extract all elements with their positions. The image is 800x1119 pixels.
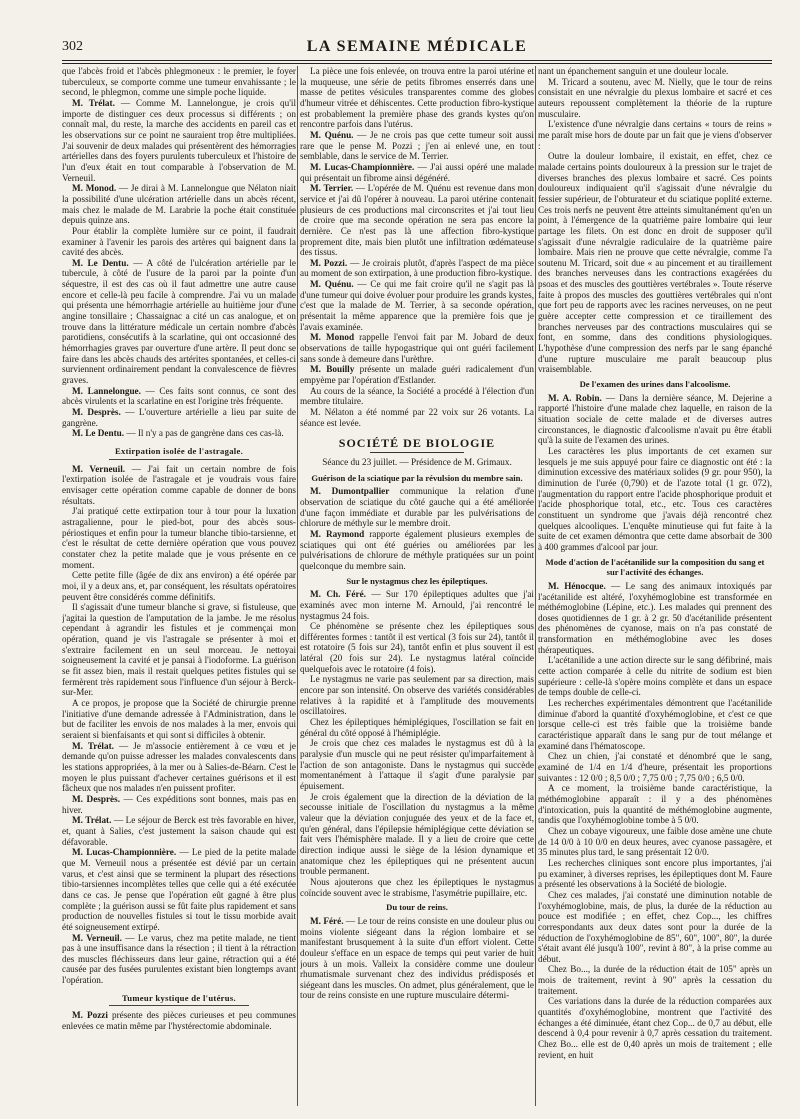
paragraph: M. Quénu. — Ce qui me fait croire qu'il ne s'agit pas là d'une tumeur qui doive évoluer pour produire les grands kystes, c'est que la malade de M. Terrier, à sa seconde opération, présentait la même apparence que la première fois que je l'avais examinée.	[300, 279, 534, 332]
paragraph: M. Le Dentu. — A côté de l'ulcération artérielle par le tubercule, à côté de l'usure de la paroi par la pointe d'un séquestre, il est des cas où il faut admettre une autre cause encore et celle-là peu facile à comprendre. J'ai vu un malade qui présenta une hémorrhagie artérielle au huitième jour d'une angine tonsillaire ; Chassaignac a cité un cas analogue, et on trouve dans la littérature médicale un certain nombre d'abcès parotidiens, consécutifs à la scarlatine, qui ont occasionné des hémorrhagies graves par ouverture d'une artère. Il peut donc se faire dans les abcès chauds des artérites spontanées, et celles-ci surviennent ordinairement pendant la convalescence de fièvres graves.	[62, 257, 296, 386]
paragraph: M. Lucas-Championnière. — J'ai aussi opéré une malade qui présentait un fibrome ainsi dégénéré.	[300, 161, 534, 183]
paragraph: M. Ch. Féré. — Sur 170 épileptiques adultes que j'ai examinés avec mon interne M. Arnould, j'ai rencontré le nystagmus 24 fois.	[300, 589, 534, 621]
paragraph: Je crois également que la direction de la déviation de la secousse initiale de l'oscillation du nystagmus a la même valeur que la déviation conjuguée des yeux et de la face et, qu'en général, dans l'épilepsie hémiplégique cette déviation se fait vers l'hémisphère malade. Il y a lieu de croire que cette direction indique aussi le siège de la lésion dynamique et anatomique chez les épileptiques qui ne présentent aucun trouble permanent.	[300, 791, 534, 877]
paragraph: M. Verneuil. — Le varus, chez ma petite malade, ne tient pas à une insuffisance dans la résection ; il tient à la rétraction des muscles fléchisseurs dans leur gaine, rétraction qui a été causée par des fusées purulentes existant bien longtemps avant l'opération.	[62, 932, 296, 986]
paragraph: Outre la douleur lombaire, il existait, en effet, chez ce malade certains points douloureux à la pression sur le trajet de diverses branches des plexus lombaire et sacré. Ces points douloureux indiquaient qu'il s'agissait d'une névralgie du fessier supérieur, de l'obturateur et du sciatique poplité externe. Ces trois nerfs ne peuvent être atteints simultanément qu'en un point, à l'émergence de la quatrième paire lombaire qui leur partage les filets. On est donc en droit de supposer qu'il s'agissait d'une névralgie radiculaire de la quatrième paire lombaire. Mais rien ne prouve que cette névralgie, comme l'a soutenu M. Tricard, soit due « au pincement et au tiraillement des branches nerveuses dans les contractions exagérées du psoas et des muscles des gouttières vertébrales ». Toute réserve faite à propos des muscles des gouttières vertébrales qui n'ont que fort peu de rapports avec les racines nerveuses, on ne peut guère accepter cette compression et ce tiraillement des branches nerveuses par des contractions musculaires qui se font, en somme, dans des conditions physiologiques. L'hypothèse d'une compression des nerfs par le sang épanché d'une rupture musculaire me paraît beaucoup plus vraisemblable.	[538, 151, 772, 375]
paragraph: Le nystagmus ne varie pas seulement par sa direction, mais encore par son intensité. On observe des variétés considérables relatives à la rapidité et à l'amplitude des mouvements oscillatoires.	[300, 674, 534, 717]
paragraph: M. Verneuil. — J'ai fait un certain nombre de fois l'extirpation isolée de l'astragale et je voudrais vous faire envisager cette opération comme capable de donner de bons résultats.	[62, 463, 296, 506]
section-heading: Tumeur kystique de l'utérus.	[62, 993, 296, 1007]
paragraph: Ces variations dans la durée de la réduction comparées aux quantités d'oxyhémoglobine, montrent que l'activité des échanges a été diminuée, étant chez Cop... de 0,7 au début, elle descend à 0,4 pour revenir à 0,7 après cessation du traitement. Chez Bo... elle est de 0,40 après un mois de traitement ; elle revient, en huit	[538, 996, 772, 1060]
speaker: M. Lucas-Championnière.	[310, 161, 415, 172]
speaker: M. Lucas-Championnière.	[72, 847, 177, 858]
speaker: M. Monod.	[72, 183, 117, 194]
column-3	[538, 66, 772, 1111]
column-divider	[297, 66, 298, 1106]
paragraph: Nous ajouterons que chez les épileptiques le nystagmus coïncide souvent avec le strabisme, l'asymétrie pupillaire, etc.	[300, 876, 534, 898]
paragraph: Les caractères les plus importants de cet examen sur lesquels je me suis appuyé pour faire ce diagnostic ont été : la diminution excessive des matériaux solides (9 gr. pour 950), la diminution de l'urée (0,790) et de l'azote total (1 gr. 072), l'augmentation du rapport entre l'acide phosphorique produit et l'acide phosphorique total, etc., etc. Tous ces caractères constituent un syndrome que j'avais déjà rencontré chez quelques alcooliques. L'enquête minutieuse qui fut faite à la suite de cet examen démontra que cette dame absorbait de 300 à 400 grammes d'alcool par jour.	[538, 445, 772, 552]
paragraph: Chez un cobaye vigoureux, une faible dose amène une chute de 14 0/0 à 10 0/0 en deux heures, avec cyanose passagère, et 35 minutes plus tard, le sang présentait 12 0/0.	[538, 825, 772, 858]
paragraph: La pièce une fois enlevée, on trouva entre la paroi utérine et la muqueuse, une série de petits fibromes enserrés dans une masse de petites vésicules transparentes comme des globes d'humeur vitrée et déhiscentes. Cette production fibro-kystique est probablement la première phase des grands kystes qu'on rencontre parfois dans l'utérus.	[300, 66, 534, 130]
speaker: M. Ch. Féré.	[310, 589, 366, 600]
session-line: Séance du 23 juillet. — Présidence de M. Grimaux.	[322, 456, 512, 467]
paragraph: Chez ces malades, j'ai constaté une diminution notable de l'oxyhémoglobine, mais, de plus, la durée de la réduction au pouce est modifiée ; en effet, chez Cop..., les chiffres correspondants aux deux dates sont pour la durée de la réduction de l'oxyhémoglobine de 85", 60", 100", 80", la durée s'était avant élé jusqu'à 100", revint à 80", à la prise comme au début.	[538, 889, 772, 964]
paragraph: M. A. Robin. — Dans la dernière séance, M. Dejerine a rapporté l'histoire d'une malade chez laquelle, en raison de la situation sociale de cette malade et de diverses autres circonstances, le diagnostic d'alcoolisme n'avait pu être établi qu'à la suite de l'examen des urines.	[538, 392, 772, 446]
speaker: M. Pozzi	[72, 1010, 108, 1021]
paragraph: M. Nélaton a été nommé par 22 voix sur 26 votants. La séance est levée.	[300, 407, 534, 428]
paragraph: M. Raymond rapporte également plusieurs exemples de sciatiques qui ont été guéries ou améliorées par les pulvérisations de chlorure de méthyle pratiquées sur un point quelconque du membre sain.	[300, 528, 534, 571]
society-heading: SOCIÉTÉ DE BIOLOGIE	[338, 436, 496, 451]
paragraph: Les recherches cliniques sont encore plus importantes, j'ai pu examiner, à diverses reprises, les épileptiques dont M. Faure a présenté les observations à la Société de biologie.	[538, 857, 772, 890]
paragraph: M. Terrier. — L'opérée de M. Quénu est revenue dans mon service et j'ai dû l'opérer à nouveau. La paroi utérine contenait plusieurs de ces productions mal circonscrites et j'ai tout lieu de croire que ma seconde opération ne sera pas encore la dernière. Ce n'est pas là une affection fibro-kystique proprement dite, mais bien plutôt une infiltration œdémateuse des tissus.	[300, 183, 534, 258]
column-1	[62, 66, 296, 1111]
speaker: M. Desprès.	[72, 407, 121, 417]
paragraph: Je crois que chez ces malades le nystagmus est dû à la paralysie d'un muscle qui ne peut résister qu'imparfaitement à l'action de son antagoniste. Dans le nystagmus qui succède momentanément à l'attaque il s'agit d'une paralysie par épuisement.	[300, 738, 534, 791]
speaker: M. Dumontpallier	[310, 486, 390, 497]
paragraph: que l'abcès froid et l'abcès phlegmoneux : le premier, le foyer tuberculeux, se comporte comme une tumeur envahissante ; le second, le phlegmon, comme une simple poche liquide.	[62, 66, 296, 98]
journal-title: LA SEMAINE MÉDICALE	[306, 38, 528, 55]
header-rule	[62, 63, 772, 64]
paragraph: Ce phénomène se présente chez les épileptiques sous différentes formes : tantôt il est vertical (3 fois sur 24), tantôt il est rotatoire (5 fois sur 24), tantôt enfin et plus souvent il est latéral (20 fois sur 24). Le nystagmus latéral coïncide quelquefois avec le rotatoire (4 fois).	[300, 621, 534, 674]
speaker: M. Le Dentu.	[72, 257, 129, 268]
paragraph: M. Le Dentu. — Il n'y a pas de gangrène dans ces cas-là.	[72, 428, 284, 439]
paragraph: M. Dumontpallier communique la relation d'une observation de sciatique du côté gauche qui a été améliorée d'une façon immédiate et durable par les pulvérisations de chlorure de méthyle sur le membre droit.	[300, 486, 534, 529]
paragraph: M. Trélat. — Je m'associe entièrement à ce vœu et je demande qu'on puisse adresser les malades convalescents dans les stations appropriées, à la mer ou à Salies-de-Béarn. C'est le moyen le plus puissant d'achever certaines guérisons et il est fâcheux que nos malades n'en puissent profiter.	[62, 740, 296, 794]
paragraph: J'ai pratiqué cette extirpation tour à tour pour la luxation astragalienne, pour le pied-bot, pour des abcès sous-périostiques et enfin pour la tumeur blanche tibio-tarsienne, et c'est le résultat de cette dernière opération que vous pouvez constater chez la petite malade que je vous présente en ce moment.	[62, 506, 296, 570]
paragraph: M. Féré. — Le tour de reins consiste en une douleur plus ou moins violente siégeant dans la région lombaire et se manifestant brusquement à la suite d'un effort violent. Cette douleur s'efface en un espace de temps qui peut varier de huit jours à un mois. Valleix la considère comme une douleur rhumatismale survenant chez des individus prédisposés et siégeant dans les muscles. On admet, plus généralement, que le tour de reins consiste en une rupture musculaire détermi-	[300, 915, 534, 1001]
column-divider	[535, 66, 536, 1106]
speaker: M. Quénu.	[310, 279, 354, 290]
speaker: M. Bouilly	[310, 364, 355, 375]
section-heading: Du tour de reins.	[386, 902, 448, 913]
speaker: M. Trélat.	[72, 97, 115, 108]
section-heading: Guérison de la sciatique par la révulsion du membre sain.	[311, 472, 523, 483]
speaker: M. Féré.	[310, 915, 344, 926]
speaker: M. Terrier.	[310, 183, 354, 194]
paragraph: Pour établir la complète lumière sur ce point, il faudrait examiner à l'avenir les parois des artères qui baignent dans la cavité des abcès.	[62, 225, 296, 258]
speaker: M. Monod	[310, 332, 355, 343]
paragraph: Cette petite fille (âgée de dix ans environ) a été opérée par moi, il y a deux ans, et, par conséquent, les résultats opératoires peuvent être considérés comme définitifs.	[62, 570, 296, 602]
paragraph: M. Monod rappelle l'envoi fait par M. Jobard de deux observations de taille hypogastrique qui ont guéri facilement sans sonde à demeure dans l'urèthre.	[300, 332, 534, 364]
paragraph: Chez un chien, j'ai constaté et dénombré que le sang, examiné de 1/4 en 1/4 d'heure, présentait les proportions suivantes : 12 0/0 ; 8,5 0/0 ; 7,75 0/0 ; 7,75 0/0 ; 6,5 0/0.	[538, 751, 772, 783]
paragraph: M. Monod. — Je dirai à M. Lannelongue que Nélaton niait la possibilité d'une ulcération artérielle dans un abcès récent, mais chez le malade de M. Larabrie la poche était constituée depuis quinze ans.	[62, 183, 296, 226]
divider	[370, 452, 464, 453]
header-rule	[62, 60, 772, 61]
page-header	[62, 36, 772, 58]
speaker: M. Verneuil.	[72, 463, 126, 474]
paragraph: Chez les épileptiques hémiplégiques, l'oscillation se fait en général du côté opposé à l'hémiplégie.	[300, 717, 534, 738]
section-heading: De l'examen des urines dans l'alcoolisme.	[579, 379, 731, 390]
paragraph: A ce propos, je propose que la Société de chirurgie prenne l'initiative d'une demande adressée à l'Administration, dans le but de faciliter les envois de nos malades à la mer, envois qui seraient si bienfaisants et qui sont si difficiles à obtenir.	[62, 698, 296, 741]
speaker: M. Pozzi.	[310, 257, 348, 268]
speaker: M. Raymond	[310, 528, 365, 539]
speaker: M. A. Robin.	[548, 392, 602, 403]
speaker: M. Verneuil.	[72, 932, 122, 943]
paragraph: A ce moment, la troisième bande caractéristique, la méthémoglobine apparaît : il y a des phénomènes d'intoxication, puis la quantité de méthémoglobine augmente, tandis que l'oxyhémoglobine tombe à 5 0/0.	[538, 783, 772, 826]
paragraph: M. Desprès. — Ces expéditions sont bonnes, mais pas en hiver.	[62, 793, 296, 815]
paragraph: M. Tricard a soutenu, avec M. Nielly, que le tour de reins consistait en une névralgie du plexus lombaire et sacré et ces auteurs repoussent complètement la théorie de la rupture musculaire.	[538, 76, 772, 119]
paragraph: L'acétanilide a une action directe sur le sang défibriné, mais cette action comparée à celle du nitrite de sodium est bien supérieure : celle-là s'opère moins complète et dans un espace de temps double de celle-ci.	[538, 655, 772, 698]
speaker: M. Trélat.	[72, 815, 112, 826]
paragraph: M. Pozzi présente des pièces curieuses et peu communes enlevées ce matin même par l'hystérectomie abdominale.	[62, 1010, 296, 1032]
paragraph: L'existence d'une névralgie dans certains « tours de reins » me paraît mise hors de doute par un fait que je viens d'observer :	[538, 119, 772, 151]
column-2	[300, 66, 534, 1111]
paragraph: M. Quénu. — Je ne crois pas que cette tumeur soit aussi rare que le pense M. Pozzi ; j'en ai enlevé une, en tout semblable, dans le service de M. Terrier.	[300, 129, 534, 162]
paragraph: Il s'agissait d'une tumeur blanche si grave, si fistuleuse, que j'agitai la question de l'amputation de la jambe. Je me résolus cependant à agrandir les fistules et je commençai mon opération, quand je vis l'astragale se présenter à moi et s'extraire facilement en un seul morceau. Je nettoyai soigneusement la cavité et je pansai à l'iodoforme. La guérison se fit assez bien, mais il restait quelques petites fistules qui se fermèrent très rapidement sous l'influence d'un séjour à Berck-sur-Mer.	[62, 602, 296, 698]
paragraph: nant un épanchement sanguin et une douleur locale.	[538, 66, 729, 76]
paragraph: M. Pozzi. — Je croirais plutôt, d'après l'aspect de ma pièce au moment de son extirpation, à une production fibro-kystique.	[300, 257, 534, 279]
paragraph: Les recherches expérimentales démontrent que l'acétanilide diminue d'abord la quantité d'oxyhémoglobine, et c'est ce que lorsque celle-ci est très faible que la troisième bande caractéristique apparaît dans le sang pur de tout mélange et examiné dans l'hématoscope.	[538, 698, 772, 751]
paragraph: M. Lannelongue. — Ces faits sont connus, ce sont des abcès virulents et la scarlatine en est l'origine très fréquente.	[62, 385, 296, 407]
paragraph: M. Desprès. — L'ouverture artérielle a lieu par suite de gangrène.	[62, 407, 296, 428]
paragraph: M. Hénocque. — Le sang des animaux intoxiqués par l'acétanilide est altéré, l'oxyhémoglobine est transformée en méthémoglobine (Lépine, etc.). Les malades qui prennent des doses quotidiennes de 1 gr. à 2 gr. 50 d'acétanilide présentent des phénomènes de cyanose, mais on n'a pas constaté de transformation en méthémoglobine avec les doses thérapeutiques.	[538, 580, 772, 655]
speaker: M. Quénu.	[310, 129, 354, 140]
speaker: M. Desprès.	[72, 793, 120, 804]
speaker: M. Trélat.	[72, 740, 114, 751]
paragraph: Au cours de la séance, la Société a procédé à l'élection d'un membre titulaire.	[300, 385, 534, 407]
paragraph: M. Lucas-Championnière. — Le pied de la petite malade que M. Verneuil nous a présentée est dévié par un certain varus, et c'est ainsi que se terminent la plupart des résections tibio-tarsiennes incomplètes telles que celle qui a été exécutée dans ce cas. Je pense que l'opération eût gagné à être plus complète ; la guérison aussi se fût faite plus rapidement et sans production de nouvelles fistules si tout le tissu morbide avait été soigneusement extirpé.	[62, 847, 296, 932]
section-heading: Extirpation isolée de l'astragale.	[62, 446, 296, 460]
page-number: 302	[62, 39, 83, 54]
section-heading: Mode d'action de l'acétanilide sur la composition du sang et sur l'activité des échanges.	[545, 556, 765, 578]
section-heading: Sur le nystagmus chez les épileptiques.	[346, 575, 488, 586]
speaker: M. Hénocque.	[548, 580, 606, 591]
paragraph: M. Bouilly présente un malade guéri radicalement d'un empyème par l'opération d'Estlander.	[300, 364, 534, 386]
paragraph: M. Trélat. — Le séjour de Berck est très favorable en hiver, et, quant à Salies, c'est justement la saison chaude qui est défavorable.	[62, 815, 296, 847]
paragraph: Chez Bo..., la durée de la réduction était de 105" après un mois de traitement, revint à 90" après la cessation du traitement.	[538, 964, 772, 996]
paragraph: M. Trélat. — Comme M. Lannelongue, je crois qu'il importe de distinguer ces deux processus si différents ; on connaît mal, du reste, la marche des accidents en pareil cas et les observations sur ce point ne sauraient trop être multipliées. J'ai souvenir de deux malades qui présentèrent des hémorragies artérielles dans des foyers purulents tuberculeux et l'histoire de l'un d'eux était en tout comparable à l'observation de M. Verneuil.	[62, 97, 296, 183]
speaker: M. Le Dentu.	[72, 428, 125, 439]
speaker: M. Lannelongue.	[72, 385, 141, 396]
